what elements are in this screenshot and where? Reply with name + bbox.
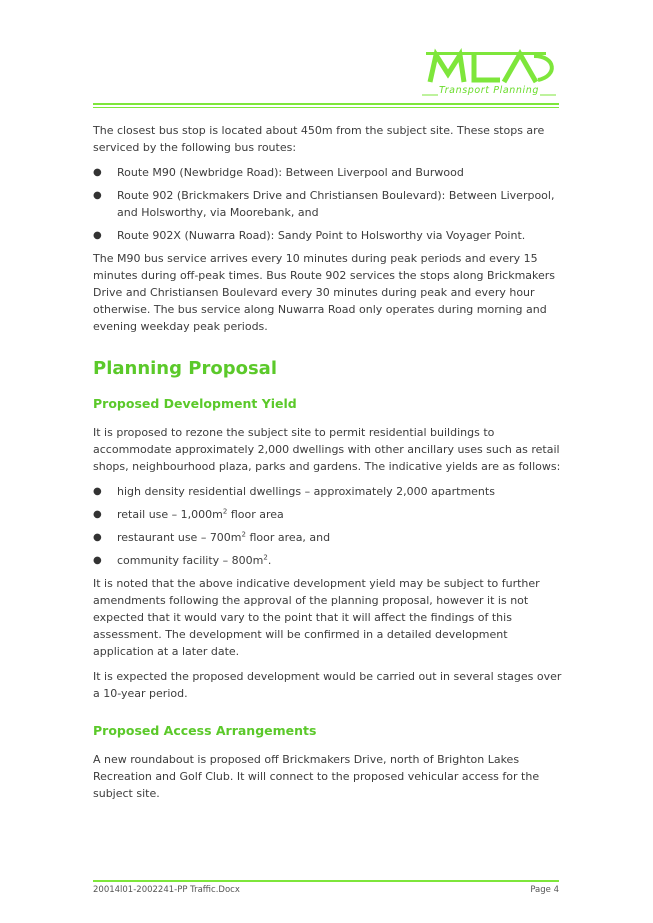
list-item: ● community facility – $800m^2$. xyxy=(93,553,272,567)
access-paragraph: A new roundabout is proposed off Brickmakers Drive, north of Brighton Lakes Recreation and Golf Club. It will connect to the proposed vehicular access for the subject site. xyxy=(93,753,540,800)
logo-text: MLA xyxy=(489,68,492,69)
page-content xyxy=(93,122,563,810)
logo-subtitle: Transport Planning xyxy=(439,85,539,96)
page-number: Page 4 xyxy=(530,885,559,895)
footer-rule xyxy=(93,880,559,882)
bullet-icon: ● xyxy=(93,555,102,566)
list-item: ● restaurant use – $700m^2$ floor area, and xyxy=(93,530,331,544)
header-rule xyxy=(93,103,559,108)
bullet-icon: ● xyxy=(93,190,102,201)
bullet-icon: ● xyxy=(93,230,102,241)
stages-paragraph: It is expected the proposed development would be carried out in several stages over a 10-year period. xyxy=(93,670,562,700)
bullet-icon: ● xyxy=(93,167,102,178)
bullet-icon: ● xyxy=(93,509,102,520)
yield-intro-paragraph: It is proposed to rezone the subject site to permit residential buildings to accommodate approximately 2,000 dwellings with other ancillary uses such as retail shops, neighbourhood plaza, parks and gardens. The indicative yields are as follows: xyxy=(93,426,561,473)
yield-list xyxy=(93,483,563,569)
footer-doc-name: 20014l01-2002241-PP Traffic.Docx xyxy=(93,885,240,895)
section-title: Planning Proposal xyxy=(93,358,277,379)
list-item: ● Route 902X (Nuwarra Road): Sandy Point to Holsworthy via Voyager Point. xyxy=(93,229,526,242)
access-heading: Proposed Access Arrangements xyxy=(93,723,317,738)
list-item: ● Route M90 (Newbridge Road): Between Liverpool and Burwood xyxy=(93,166,464,179)
list-item: ● Route 902 (Brickmakers Drive and Christiansen Boulevard): Between Liverpool, and Holsworthy, via Moorebank, and xyxy=(93,189,555,219)
list-item: ● high density residential dwellings – approximately 2,000 apartments xyxy=(93,485,495,498)
bus-stop-paragraph: The closest bus stop is located about 450m from the subject site. These stops are serviced by the following bus routes: xyxy=(93,124,545,154)
bullet-icon: ● xyxy=(93,532,102,543)
yield-note-paragraph: It is noted that the above indicative development yield may be subject to further amendments following the approval of the planning proposal, however it is not expected that it would vary to the point that it will affect the findings of this assessment. The development will be confirmed in a detailed development application at a later date. xyxy=(93,577,540,658)
bullet-icon: ● xyxy=(93,486,102,497)
list-item: ● retail use – $1,000m^2$ floor area xyxy=(93,507,284,521)
frequency-paragraph: The M90 bus service arrives every 10 minutes during peak periods and every 15 minutes during off-peak times. Bus Route 902 services the stops along Brickmakers Drive and Christiansen Boulevard every 30 minutes during peak and every hour otherwise. The bus service along Nuwarra Road only operates during morning and evening weekday peak periods. xyxy=(93,252,556,333)
bus-route-list xyxy=(93,164,563,244)
yield-heading: Proposed Development Yield xyxy=(93,396,297,411)
